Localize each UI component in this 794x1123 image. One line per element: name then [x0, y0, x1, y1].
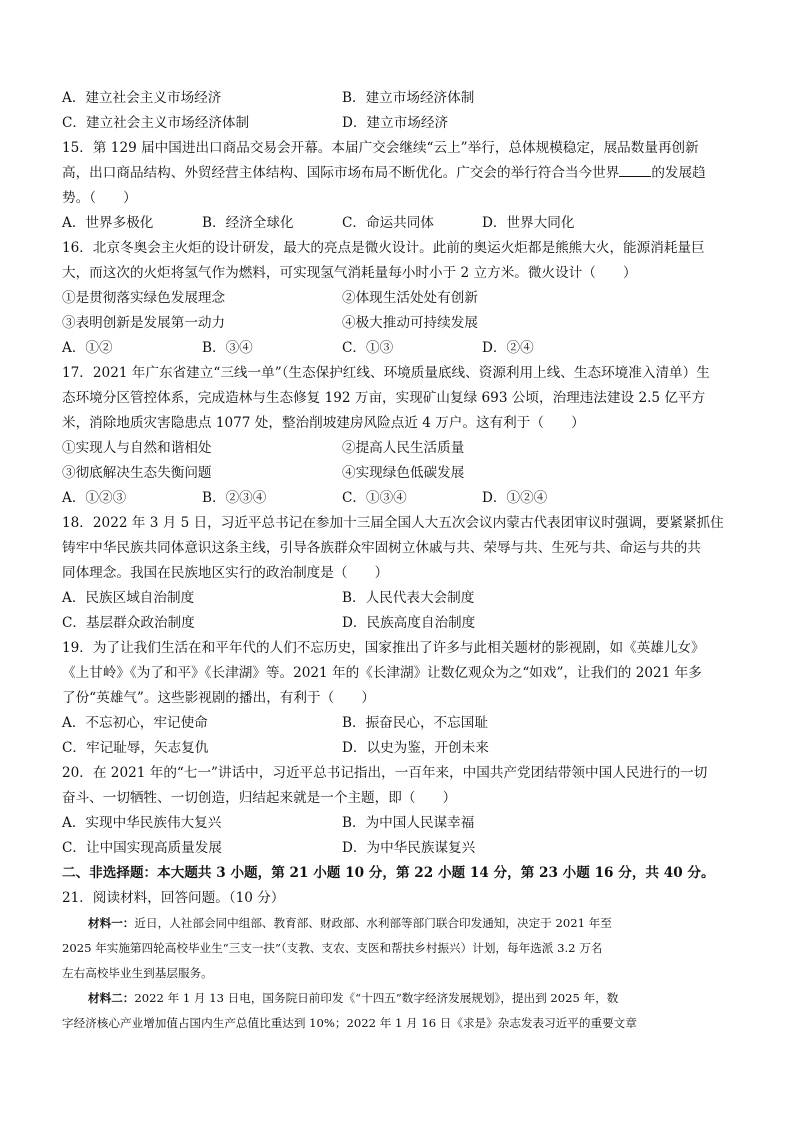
q21-material1-line3: 左右高校毕业生到基层服务。: [62, 966, 213, 980]
q17-items-row1: [62, 436, 742, 461]
q20-option-b[interactable]: B．为中国人民谋幸福: [342, 815, 475, 831]
q18-stem-line3: 同体理念。我国在民族地区实行的政治制度是（ ）: [62, 565, 389, 581]
q17-stem-line2: 态环境分区管控体系，完成造林与生态修复 192 万亩，实现矿山复绿 693 公顷，治理违法建设 2.5 亿平方: [62, 390, 706, 406]
q20-option-a[interactable]: A．实现中华民族伟大复兴: [62, 815, 222, 831]
q18-stem-line1: 18．2022 年 3 月 5 日，习近平总书记在参加十三届全国人大五次会议内蒙古代表团审议时强调，要紧紧抓住: [62, 515, 724, 531]
q20-stem-line2: 奋斗、一切牺牲、一切创造，归结起来就是一个主题，即（ ）: [62, 790, 457, 806]
q16-options: [62, 336, 742, 361]
q17-option-d[interactable]: D．①②④: [482, 490, 548, 506]
q20-options-row1: [62, 811, 742, 836]
q18-option-b[interactable]: B．人民代表大会制度: [342, 590, 475, 606]
q17-item-1: ①实现人与自然和谐相处: [62, 440, 212, 456]
q14-option-b[interactable]: B．建立市场经济体制: [342, 90, 475, 106]
q16-items-row1: [62, 286, 742, 311]
q16-item-3: ③表明创新是发展第一动力: [62, 315, 226, 331]
q16-item-1: ①是贯彻落实绿色发展理念: [62, 290, 226, 306]
q18-option-c[interactable]: C．基层群众政治制度: [62, 615, 195, 631]
q19-stem-line2: 《上甘岭》《为了和平》《长津湖》等。2021 年的《长津湖》让数亿观众为之“如戏”，让我们的 2021 年多: [62, 665, 702, 681]
q15-stem-line2-text: 高，出口商品结构、外贸经营主体结构、国际市场布局不断优化。广交会的举行符合当今世界: [62, 165, 620, 181]
q14-options-row1: [62, 86, 742, 111]
q21-material2-line2: 字经济核心产业增加值占国内生产总值比重达到 10%；2022 年 1 月 16 日《求是》杂志发表习近平的重要文章: [62, 1016, 637, 1030]
q21-material1-line2: 2025 年实施第四轮高校毕业生“三支一扶”（支教、支农、支医和帮扶乡村振兴）计划，每年选派 3.2 万名: [62, 941, 603, 955]
q16-stem-line1: 16．北京冬奥会主火炬的设计研发，最大的亮点是微火设计。此前的奥运火炬都是熊熊大火，能源消耗量巨: [62, 240, 705, 256]
q16-item-2: ②体现生活处处有创新: [342, 290, 478, 306]
q17-option-c[interactable]: C．①③④: [342, 490, 407, 506]
q15-option-a[interactable]: A．世界多极化: [62, 215, 154, 231]
q16-stem-line2: 大，而这次的火炬将氢气作为燃料，可实现氢气消耗量每小时小于 2 立方米。微火设计（ ）: [62, 265, 637, 281]
q18-options-row1: [62, 586, 742, 611]
q14-option-a[interactable]: A．建立社会主义市场经济: [62, 90, 222, 106]
q20-options-row2: [62, 836, 742, 861]
q15-stem-line2: [62, 161, 742, 186]
q21-material2-line1: [62, 986, 742, 1011]
q17-item-3: ③彻底解决生态失衡问题: [62, 465, 212, 481]
q18-stem-line2: 铸牢中华民族共同体意识这条主线，引导各族群众牢固树立休戚与共、荣辱与共、生死与共、命运与共的共: [62, 540, 701, 556]
q20-stem-line1: 20．在 2021 年的“七一”讲话中，习近平总书记指出，一百年来，中国共产党团结带领中国人民进行的一切: [62, 765, 708, 781]
q20-option-d[interactable]: D．为中华民族谋复兴: [342, 840, 476, 856]
q14-option-c[interactable]: C．建立社会主义市场经济体制: [62, 115, 250, 131]
q14-options-row2: [62, 111, 742, 136]
q15-option-d[interactable]: D．世界大同化: [482, 215, 575, 231]
q17-items-row2: [62, 461, 742, 486]
q17-stem-line3: 米，消除地质灾害隐患点 1077 处，整治削坡建房风险点近 4 万户。这有利于（ ）: [62, 415, 585, 431]
section2-heading: 二、非选择题：本大题共 3 小题，第 21 小题 10 分，第 22 小题 14 分，第 23 小题 16 分，共 40 分。: [62, 865, 715, 881]
q18-option-a[interactable]: A．民族区域自治制度: [62, 590, 195, 606]
q21-material2-text1: 2022 年 1 月 13 日电，国务院日前印发《“十四五”数字经济发展规划》，提出到 2025 年，数: [134, 991, 619, 1005]
q15-option-c[interactable]: C．命运共同体: [342, 215, 434, 231]
q16-items-row2: [62, 311, 742, 336]
q16-option-c[interactable]: C．①③: [342, 340, 394, 356]
q19-options-row1: [62, 711, 742, 736]
q15-option-b[interactable]: B．经济全球化: [202, 215, 294, 231]
q16-option-a[interactable]: A．①②: [62, 340, 113, 356]
q21-material1-text1: 近日，人社部会同中组部、教育部、财政部、水利部等部门联合印发通知，决定于 2021 年至: [134, 916, 612, 930]
q21-material2-lead: 材料二：: [88, 991, 135, 1005]
q17-stem-line1: 17．2021 年广东省建立“三线一单”（生态保护红线、环境质量底线、资源利用上线、生态环境准入清单）生: [62, 365, 710, 381]
q19-stem-line1: 19．为了让我们生活在和平年代的人们不忘历史，国家推出了许多与此相关题材的影视剧，如《英雄儿女》: [62, 640, 705, 656]
q16-option-b[interactable]: B．③④: [202, 340, 253, 356]
exam-page: [62, 86, 742, 1036]
q19-option-c[interactable]: C．牢记耻辱，矢志复仇: [62, 740, 209, 756]
q21-material1-line1: [62, 911, 742, 936]
q17-options: [62, 486, 742, 511]
q14-option-d[interactable]: D．建立市场经济: [342, 115, 449, 131]
q19-option-a[interactable]: A．不忘初心，牢记使命: [62, 715, 208, 731]
q17-option-b[interactable]: B．②③④: [202, 490, 267, 506]
q15-options: [62, 211, 742, 236]
q15-stem-line3: 势。（ ）: [62, 190, 137, 206]
q15-stem-line1: 15．第 129 届中国进出口商品交易会开幕。本届广交会继续“云上”举行，总体规模稳定，展品数量再创新: [62, 140, 699, 156]
q17-item-4: ④实现绿色低碳发展: [342, 465, 465, 481]
q15-answer-blank: [619, 162, 651, 177]
q16-item-4: ④极大推动可持续发展: [342, 315, 478, 331]
q17-option-a[interactable]: A．①②③: [62, 490, 127, 506]
q19-stem-line3: 了份“英雄气”。这些影视剧的播出，有利于（ ）: [62, 690, 375, 706]
q18-option-d[interactable]: D．民族高度自治制度: [342, 615, 476, 631]
q20-option-c[interactable]: C．让中国实现高质量发展: [62, 840, 222, 856]
q21-title: 21．阅读材料，回答问题。（10 分）: [62, 890, 285, 906]
q16-option-d[interactable]: D．②④: [482, 340, 534, 356]
q19-options-row2: [62, 736, 742, 761]
q18-options-row2: [62, 611, 742, 636]
q19-option-b[interactable]: B．振奋民心，不忘国耻: [342, 715, 488, 731]
q19-option-d[interactable]: D．以史为鉴，开创未来: [342, 740, 489, 756]
q21-material1-lead: 材料一：: [88, 916, 135, 930]
q17-item-2: ②提高人民生活质量: [342, 440, 465, 456]
q15-stem-line2-tail: 的发展趋: [651, 165, 706, 181]
